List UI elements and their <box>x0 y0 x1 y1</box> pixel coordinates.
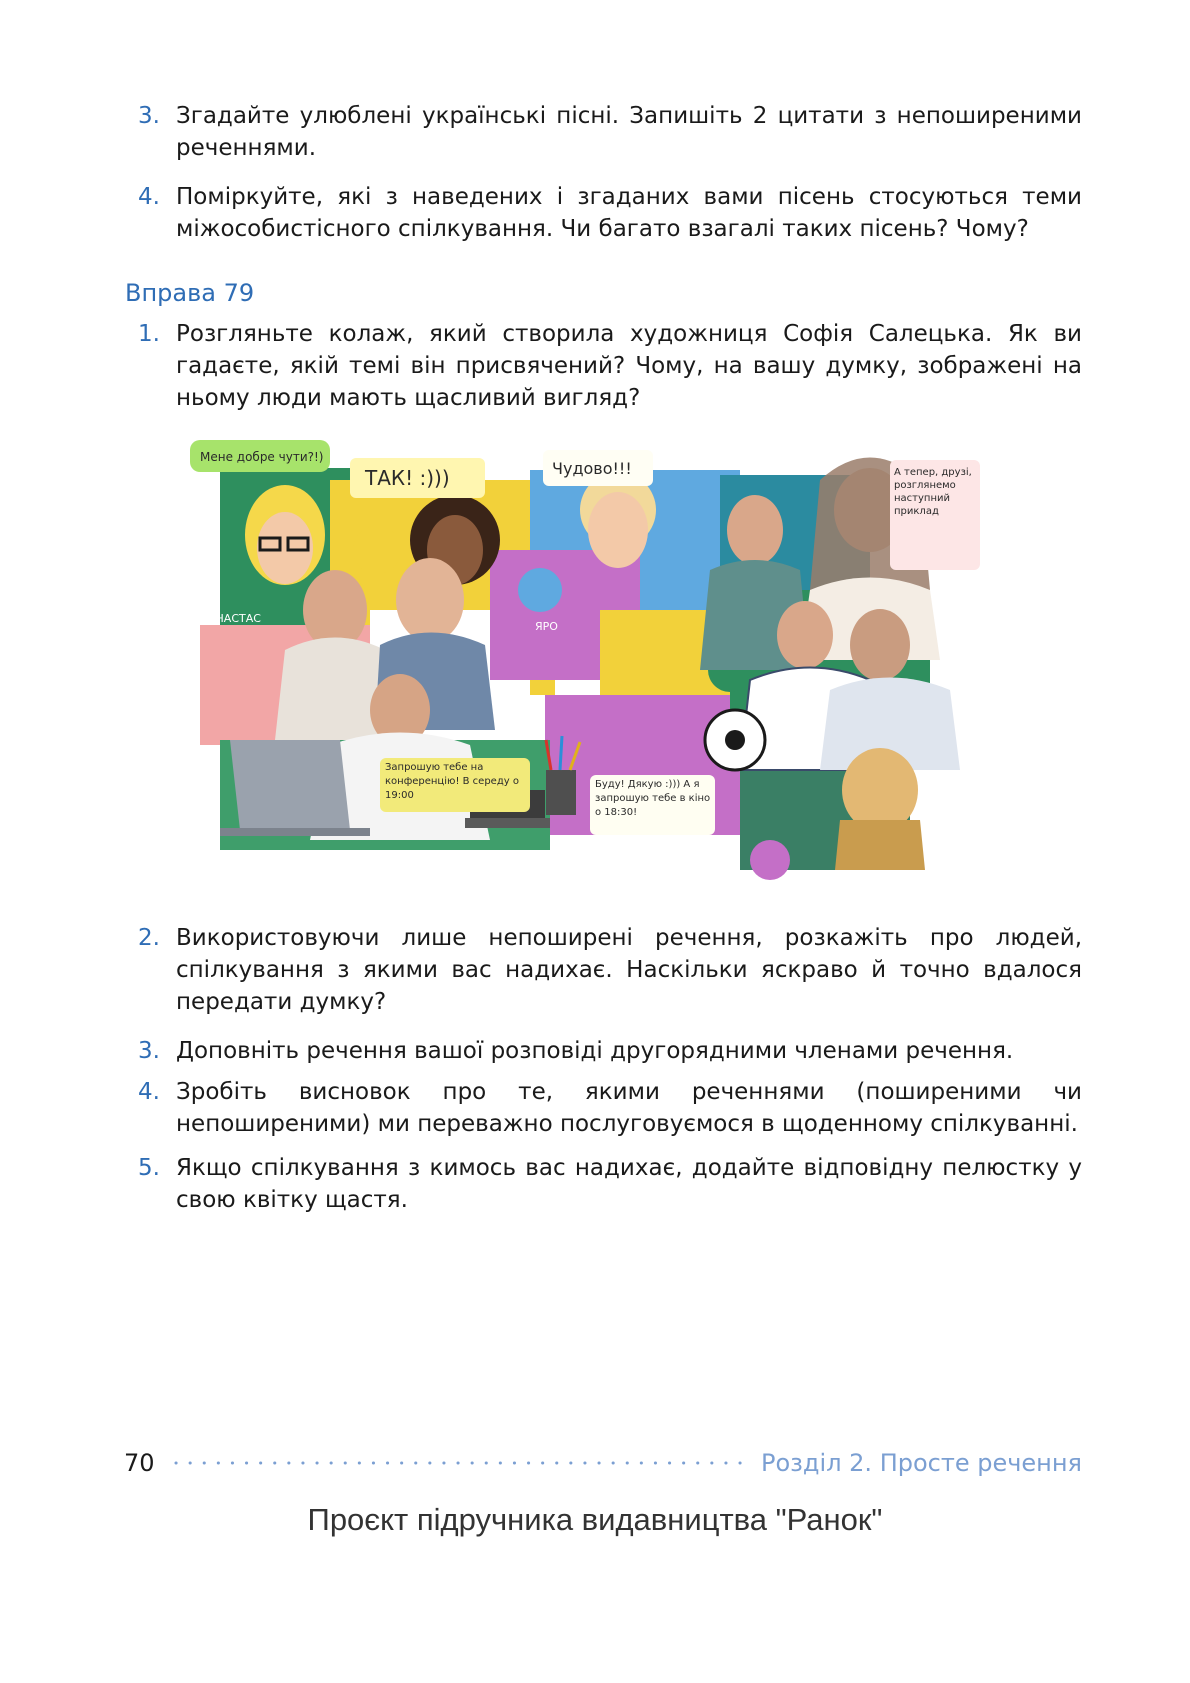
bubble-text-3: Чудово!!! <box>552 459 632 478</box>
exercise-title: Вправа 79 <box>125 279 255 307</box>
item-text: Доповніть речення вашої розповіді другорядними членами речення. <box>176 1038 1014 1064</box>
section-title: Розділ 2. Просте речення <box>761 1449 1082 1477</box>
footer-dotted-leader <box>174 1459 752 1467</box>
item-text: Якщо спілкування з кимось вас надихає, додайте відповідну пелюстку у свою квітку щастя. <box>176 1155 1082 1213</box>
item-number: 4. <box>138 1079 160 1105</box>
page-number: 70 <box>124 1449 155 1477</box>
item-number: 2. <box>138 925 160 951</box>
item-number: 3. <box>138 103 160 129</box>
item-text: Поміркуйте, які з наведених і згаданих вами пісень стосуються теми міжособистісного спілкування. Чи багато взагалі таких пісень? Чому? <box>176 184 1082 242</box>
item-number: 3. <box>138 1038 160 1064</box>
item-text: Розгляньте колаж, який створила художниця Софія Салецька. Як ви гадаєте, якій темі він присвячений? Чому, на вашу думку, зображені на ньому люди мають щасливий вигляд? <box>176 321 1082 411</box>
item-number: 5. <box>138 1155 160 1181</box>
collage-illustration <box>190 440 1020 895</box>
drawn-girl-glasses <box>245 485 325 585</box>
item-text: Згадайте улюблені українські пісні. Запишіть 2 цитати з непоширеними реченнями. <box>176 103 1082 161</box>
bubble-text-4: А тепер, друзі, розглянемо наступний приклад <box>894 467 972 517</box>
item-text: Зробіть висновок про те, якими реченнями (поширеними чи непоширеними) ми переважно послуговуємося в щоденному спілкуванні. <box>176 1079 1082 1137</box>
portrait-name-label: АНАСТАС <box>208 612 261 625</box>
laptop-image <box>230 740 350 830</box>
portrait-name-label: ЯРО <box>535 620 558 633</box>
item-number: 4. <box>138 184 160 210</box>
bubble-text-2: ТАК! :))) <box>365 466 450 490</box>
bubble-text-1: Мене добре чути?!) <box>200 450 324 464</box>
item-text: Використовуючи лише непоширені речення, розкажіть про людей, спілкування з якими вас надихає. Наскільки яскраво й точно вдалося передати думку? <box>176 925 1082 1015</box>
pencil-cup <box>546 770 576 815</box>
item-number: 1. <box>138 321 160 347</box>
bubble-text-5: Запрошую тебе на конференцію! В середу о 19:00 <box>385 762 519 801</box>
bubble-text-6: Буду! Дякую :))) А я запрошую тебе в кіно о 18:30! <box>595 779 711 818</box>
publisher-note: Проєкт підручника видавництва "Ранок" <box>307 1502 883 1537</box>
